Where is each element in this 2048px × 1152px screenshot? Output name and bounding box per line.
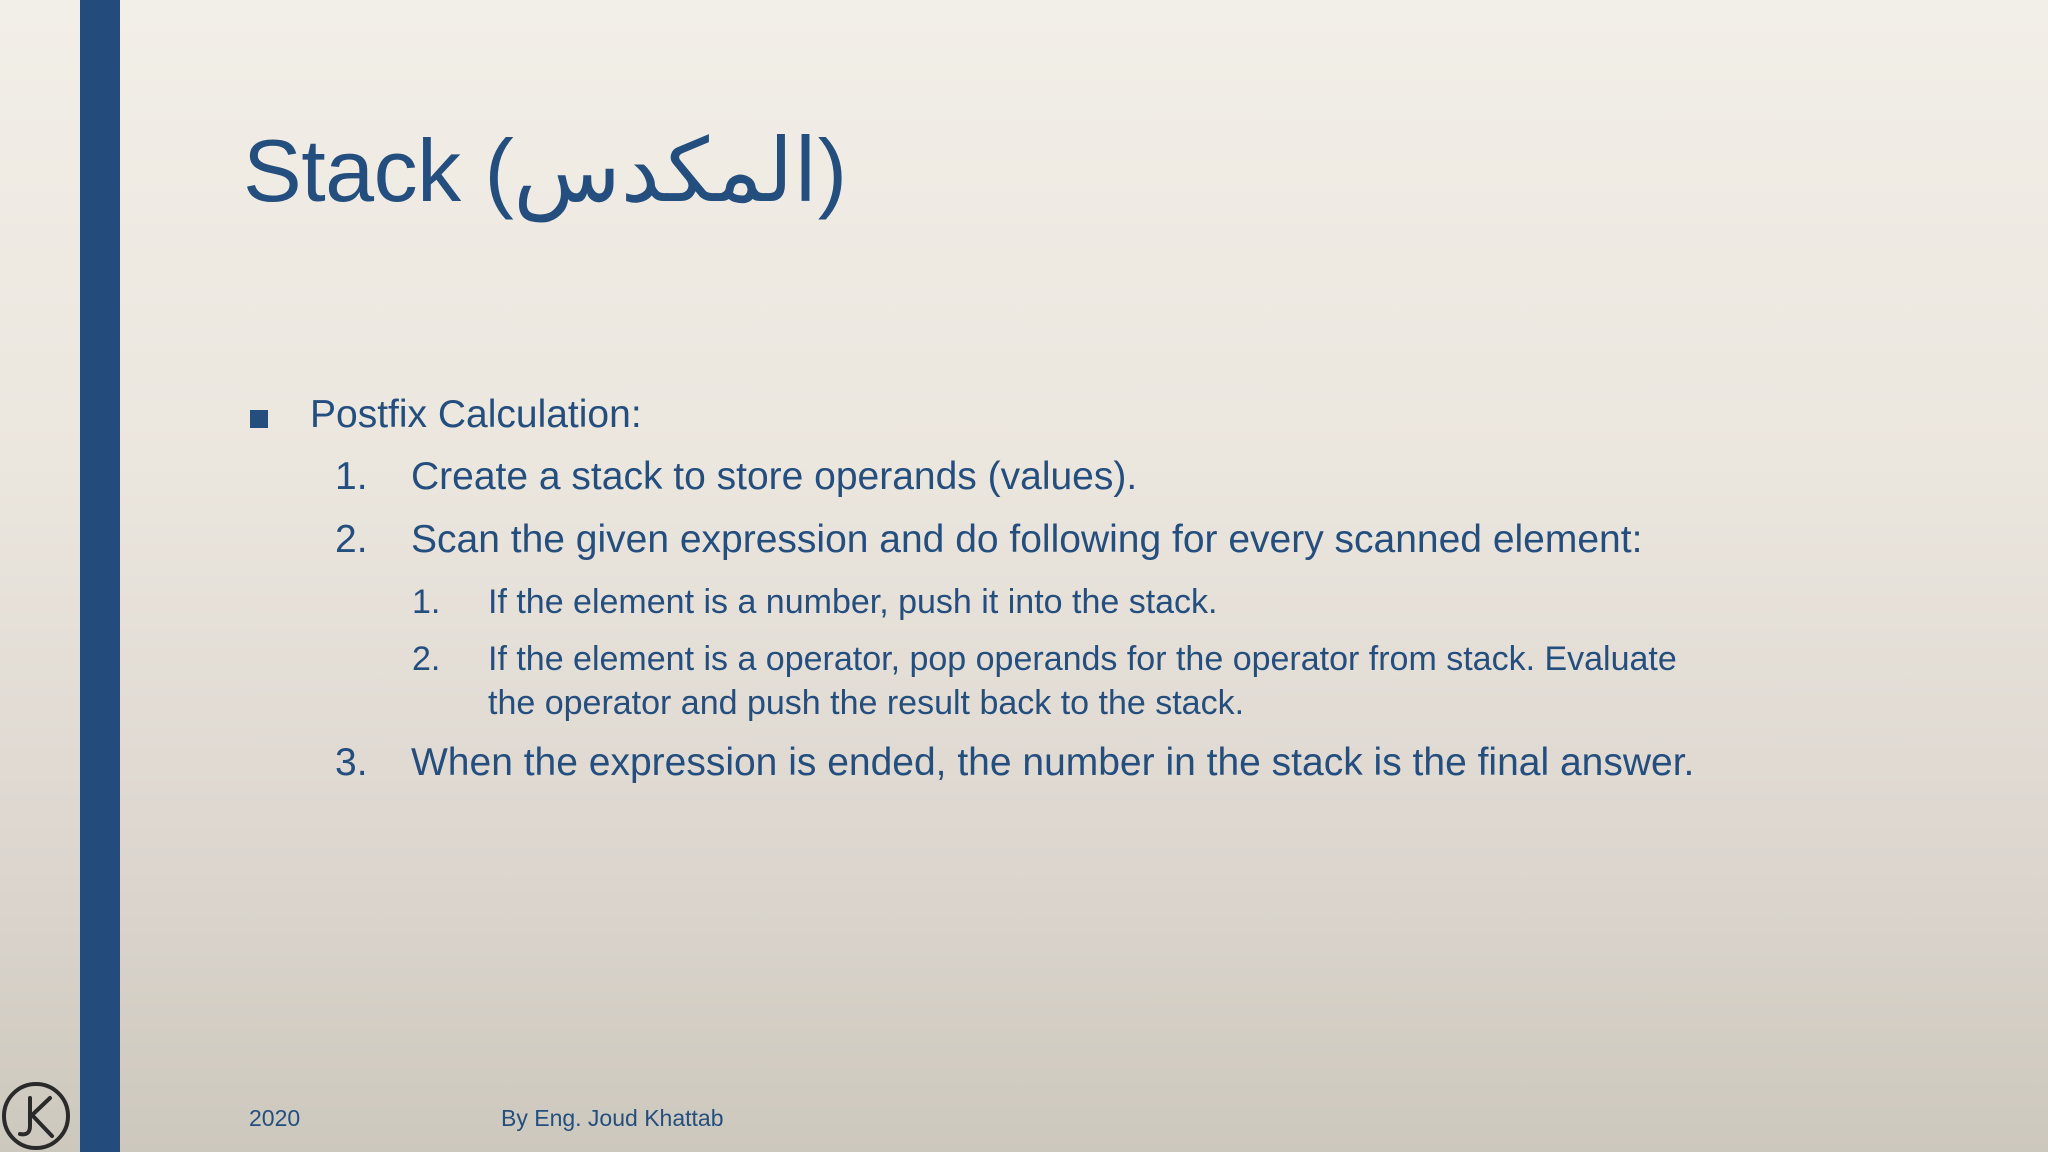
footer-year: 2020 <box>249 1105 301 1131</box>
substep-number: 1. <box>412 583 441 621</box>
step-text: Create a stack to store operands (values). <box>411 455 1138 498</box>
step-text: Scan the given expression and do following for every scanned element: <box>411 518 1643 561</box>
step-number: 1. <box>335 455 368 498</box>
accent-bar <box>80 0 120 1152</box>
footer-author: By Eng. Joud Khattab <box>501 1105 724 1131</box>
substep-text-line1: If the element is a operator, pop operands for the operator from stack. Evaluate <box>488 640 1677 678</box>
substep-text: If the element is a number, push it into the stack. <box>488 583 1218 621</box>
substep-text-line2: the operator and push the result back to the stack. <box>488 684 1245 722</box>
step-number: 3. <box>335 741 368 784</box>
bullet-text: Postfix Calculation: <box>310 393 642 436</box>
step-text: When the expression is ended, the number in the stack is the final answer. <box>411 741 1695 784</box>
substep-number: 2. <box>412 640 441 678</box>
slide-title: Stack (المكدس) <box>243 121 847 220</box>
bullet-square-icon <box>250 410 268 428</box>
step-number: 2. <box>335 518 368 561</box>
jk-monogram-icon <box>0 1080 72 1152</box>
